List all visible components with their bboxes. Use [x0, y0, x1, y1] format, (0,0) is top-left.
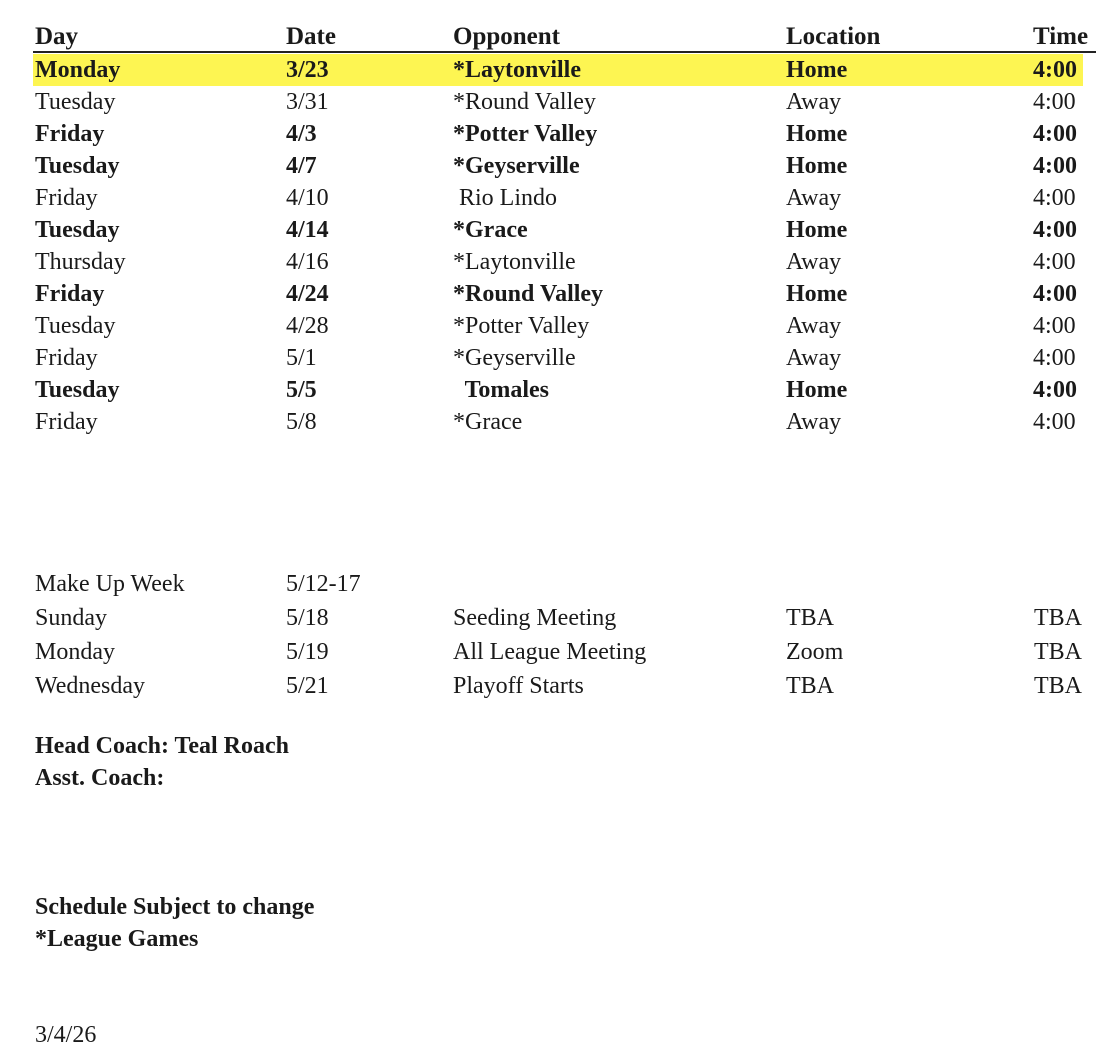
header-time: Time — [1033, 23, 1089, 50]
cell-date: 5/21 — [286, 673, 329, 699]
cell-day: Tuesday — [35, 153, 120, 179]
header-date: Date — [286, 23, 336, 50]
cell-location: TBA — [786, 605, 834, 631]
table-row — [0, 86, 1116, 118]
cell-date: 4/16 — [286, 249, 329, 275]
cell-date: 4/10 — [286, 185, 329, 211]
post-season-row — [0, 636, 1116, 668]
cell-opponent: *Round Valley — [453, 281, 604, 307]
cell-time: TBA — [1034, 673, 1082, 699]
cell-day: Friday — [35, 281, 105, 307]
table-row — [0, 246, 1116, 278]
cell-day: Tuesday — [35, 377, 120, 403]
cell-opponent: Tomales — [453, 377, 550, 403]
cell-day: Make Up Week — [35, 571, 185, 597]
cell-time: 4:00 — [1033, 249, 1076, 275]
cell-date: 4/24 — [286, 281, 329, 307]
revision-date: 3/4/26 — [35, 1022, 97, 1048]
cell-location: Away — [786, 345, 842, 371]
cell-time: 4:00 — [1033, 217, 1077, 243]
cell-day: Monday — [35, 639, 115, 665]
table-row — [0, 374, 1116, 406]
cell-day: Tuesday — [35, 313, 116, 339]
cell-location: TBA — [786, 673, 834, 699]
table-row — [0, 406, 1116, 438]
assistant-coach: Asst. Coach: — [35, 765, 165, 791]
table-row — [0, 54, 1116, 86]
cell-location: Home — [786, 377, 848, 403]
cell-date: 5/19 — [286, 639, 329, 665]
cell-time: 4:00 — [1033, 185, 1076, 211]
cell-location: Home — [786, 121, 848, 147]
cell-day: Friday — [35, 121, 105, 147]
cell-event: All League Meeting — [453, 639, 647, 665]
post-season-row — [0, 670, 1116, 702]
cell-location: Home — [786, 57, 848, 83]
table-row — [0, 118, 1116, 150]
cell-time: 4:00 — [1033, 281, 1077, 307]
cell-date: 5/1 — [286, 345, 317, 371]
cell-location: Away — [786, 185, 842, 211]
cell-date: 4/28 — [286, 313, 329, 339]
cell-time: 4:00 — [1033, 121, 1077, 147]
table-row — [0, 150, 1116, 182]
cell-location: Zoom — [786, 639, 844, 665]
cell-time: 4:00 — [1033, 377, 1077, 403]
table-row — [0, 310, 1116, 342]
cell-day: Thursday — [35, 249, 126, 275]
table-row — [0, 278, 1116, 310]
cell-location: Away — [786, 89, 842, 115]
cell-opponent: Rio Lindo — [453, 185, 558, 211]
cell-date: 5/5 — [286, 377, 317, 403]
head-coach: Head Coach: Teal Roach — [35, 733, 290, 759]
table-row — [0, 182, 1116, 214]
table-row — [0, 214, 1116, 246]
cell-date: 3/31 — [286, 89, 329, 115]
cell-day: Friday — [35, 345, 98, 371]
cell-date: 5/8 — [286, 409, 317, 435]
cell-time: 4:00 — [1033, 57, 1077, 83]
cell-opponent: *Geyserville — [453, 153, 580, 179]
cell-opponent: *Potter Valley — [453, 121, 598, 147]
cell-location: Home — [786, 153, 848, 179]
cell-location: Home — [786, 217, 848, 243]
cell-location: Away — [786, 409, 842, 435]
cell-day: Sunday — [35, 605, 107, 631]
cell-opponent: *Laytonville — [453, 57, 582, 83]
cell-time: 4:00 — [1033, 153, 1077, 179]
cell-event: Playoff Starts — [453, 673, 584, 699]
cell-time: 4:00 — [1033, 409, 1076, 435]
cell-location: Away — [786, 313, 842, 339]
cell-day: Tuesday — [35, 89, 116, 115]
cell-day: Friday — [35, 409, 98, 435]
cell-date: 5/12-17 — [286, 571, 361, 597]
post-season-row — [0, 568, 1116, 600]
header-underline — [33, 51, 1096, 53]
header-location: Location — [786, 23, 881, 50]
cell-time: TBA — [1034, 605, 1082, 631]
cell-day: Friday — [35, 185, 98, 211]
cell-date: 4/7 — [286, 153, 317, 179]
cell-opponent: *Potter Valley — [453, 313, 590, 339]
league-games-note: *League Games — [35, 926, 199, 952]
cell-day: Tuesday — [35, 217, 120, 243]
cell-opponent: *Geyserville — [453, 345, 576, 371]
cell-opponent: *Laytonville — [453, 249, 576, 275]
cell-opponent: *Grace — [453, 409, 523, 435]
cell-location: Home — [786, 281, 848, 307]
cell-date: 4/3 — [286, 121, 317, 147]
cell-date: 4/14 — [286, 217, 329, 243]
cell-opponent: *Grace — [453, 217, 528, 243]
cell-opponent: *Round Valley — [453, 89, 596, 115]
cell-event: Seeding Meeting — [453, 605, 617, 631]
cell-date: 3/23 — [286, 57, 329, 83]
cell-date: 5/18 — [286, 605, 329, 631]
cell-time: 4:00 — [1033, 345, 1076, 371]
cell-time: TBA — [1034, 639, 1082, 665]
schedule-note: Schedule Subject to change — [35, 894, 315, 920]
table-row — [0, 342, 1116, 374]
cell-time: 4:00 — [1033, 313, 1076, 339]
cell-time: 4:00 — [1033, 89, 1076, 115]
header-opponent: Opponent — [453, 23, 560, 50]
cell-location: Away — [786, 249, 842, 275]
cell-day: Monday — [35, 57, 121, 83]
header-day: Day — [35, 23, 79, 50]
post-season-row — [0, 602, 1116, 634]
cell-day: Wednesday — [35, 673, 146, 699]
